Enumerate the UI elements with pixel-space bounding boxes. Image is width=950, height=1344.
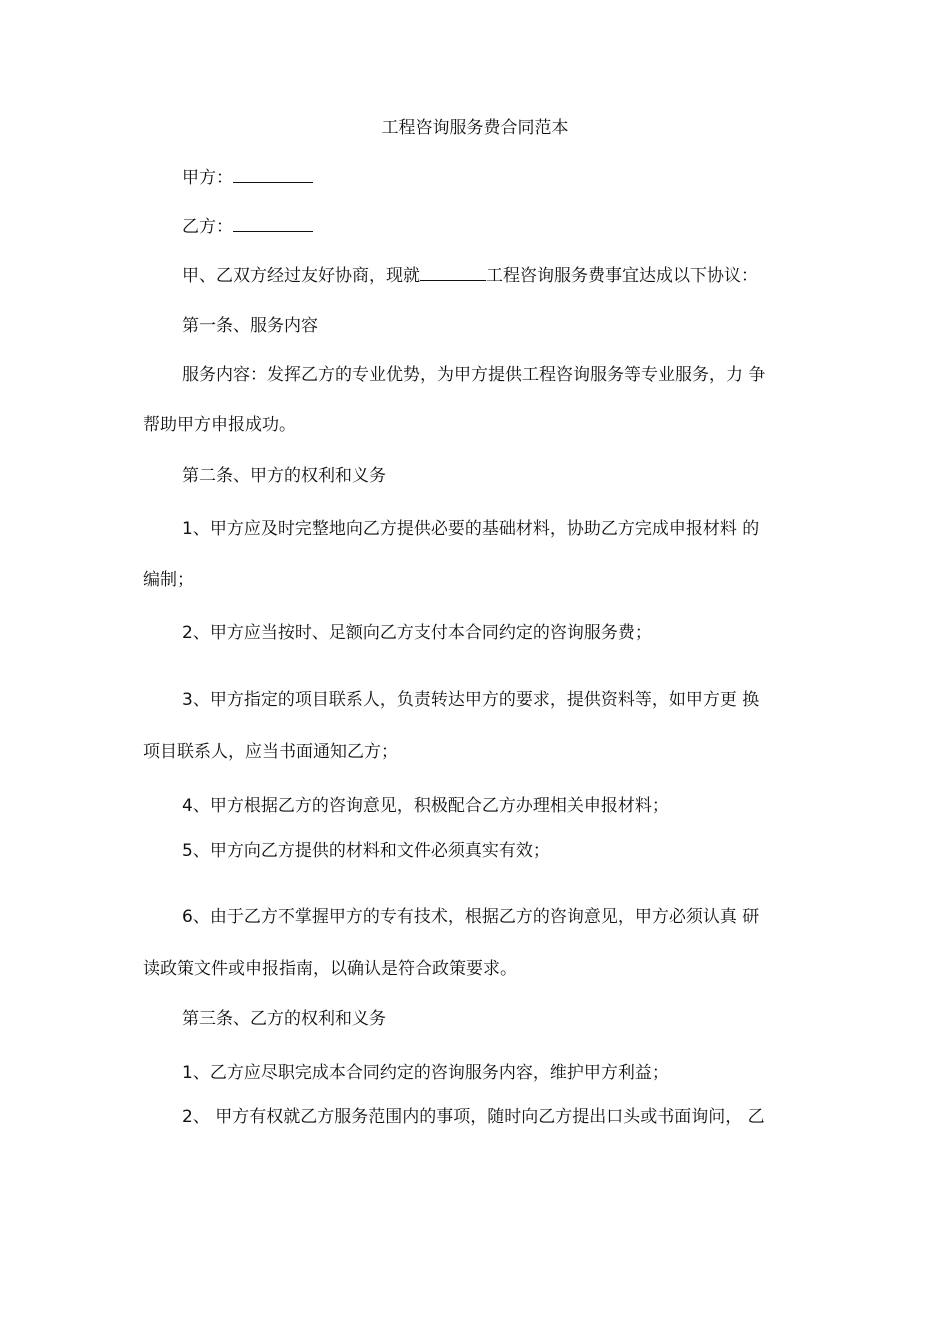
party-a-blank xyxy=(233,167,313,183)
document-title: 工程咨询服务费合同范本 xyxy=(381,118,569,138)
article-2-item-5: 5、甲方向乙方提供的材料和文件必须真实有效； xyxy=(182,841,550,861)
intro-text-after: 工程咨询服务费事宜达成以下协议： xyxy=(486,266,758,286)
party-a-line xyxy=(182,167,313,189)
article-2-item-6-line-1: 6、由于乙方不掌握甲方的专有技术，根据乙方的咨询意见，甲方必须认真 研 xyxy=(182,907,760,927)
article-2-item-1-line-1: 1、甲方应及时完整地向乙方提供必要的基础材料，协助乙方完成申报材料 的 xyxy=(182,519,760,539)
article-2-item-1-line-2: 编制； xyxy=(143,570,194,590)
project-name-blank xyxy=(420,265,486,281)
article-2-item-6-line-2: 读政策文件或申报指南，以确认是符合政策要求。 xyxy=(143,959,517,979)
article-2-item-4: 4、甲方根据乙方的咨询意见，积极配合乙方办理相关申报材料； xyxy=(182,796,669,816)
article-2-heading: 第二条、甲方的权利和义务 xyxy=(182,466,386,486)
party-b-line xyxy=(182,216,313,238)
intro-paragraph xyxy=(182,265,758,287)
party-b-label: 乙方： xyxy=(182,217,233,237)
article-3-item-1: 1、乙方应尽职完成本合同约定的咨询服务内容，维护甲方利益； xyxy=(182,1063,669,1083)
article-1-text-line-1: 服务内容：发挥乙方的专业优势，为甲方提供工程咨询服务等专业服务，力 争 xyxy=(182,365,766,385)
article-1-heading: 第一条、服务内容 xyxy=(182,316,318,336)
article-1-text-line-2: 帮助甲方申报成功。 xyxy=(143,415,296,435)
intro-text-before: 甲、乙双方经过友好协商，现就 xyxy=(182,266,420,286)
party-b-blank xyxy=(233,216,313,232)
article-2-item-3-line-2: 项目联系人，应当书面通知乙方； xyxy=(143,742,398,762)
party-a-label: 甲方： xyxy=(182,168,233,188)
article-2-item-2: 2、甲方应当按时、足额向乙方支付本合同约定的咨询服务费； xyxy=(182,623,652,643)
article-3-item-2-line-1: 2、 甲方有权就乙方服务范围内的事项，随时向乙方提出口头或书面询问， 乙 xyxy=(182,1107,765,1127)
article-2-item-3-line-1: 3、甲方指定的项目联系人，负责转达甲方的要求，提供资料等，如甲方更 换 xyxy=(182,690,760,710)
article-3-heading: 第三条、乙方的权利和义务 xyxy=(182,1009,386,1029)
